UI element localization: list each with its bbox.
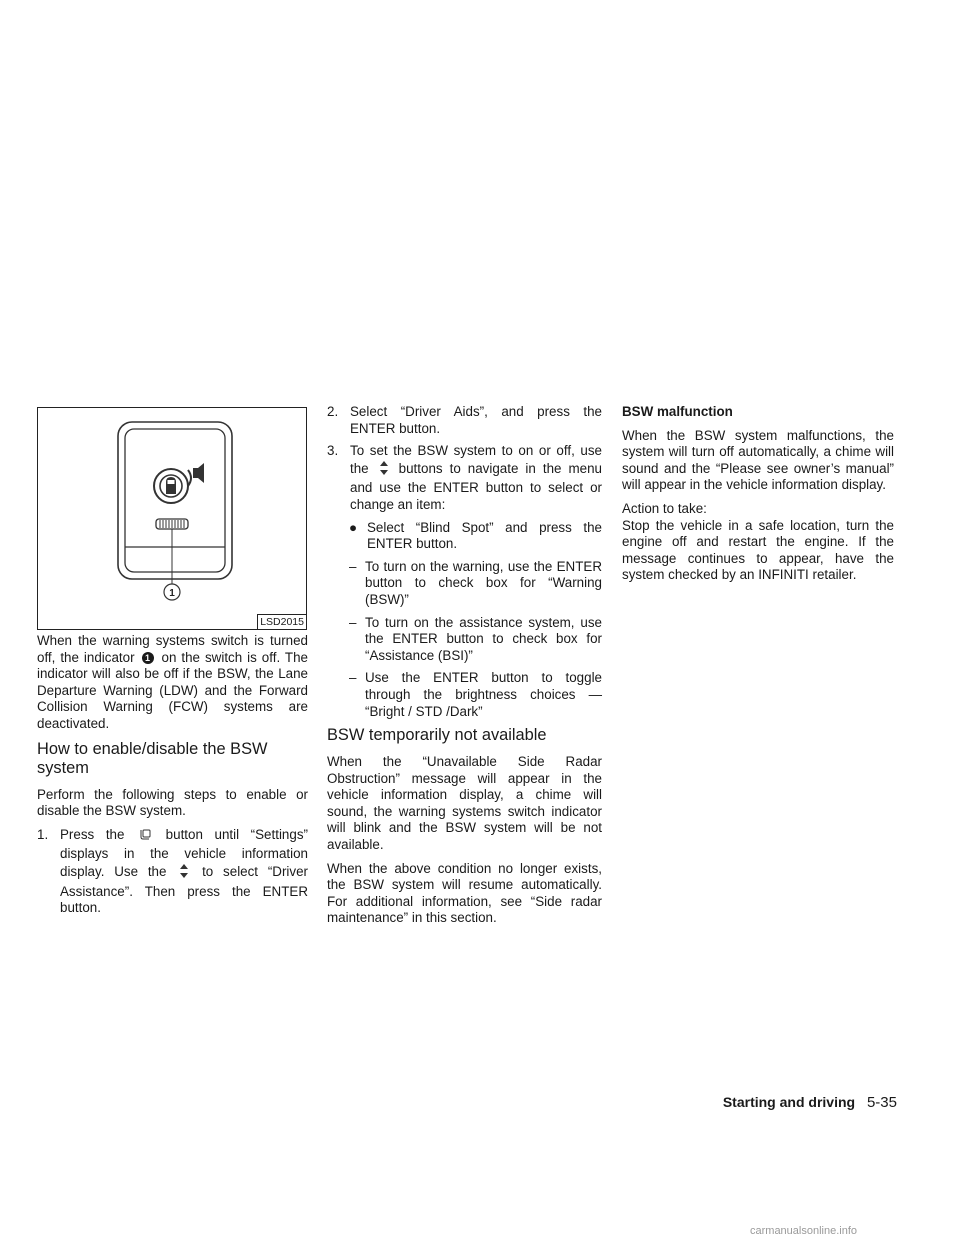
step-number: 3.	[327, 443, 339, 459]
column-2	[327, 404, 602, 934]
figure-code: LSD2015	[257, 614, 306, 629]
text: Stop the vehicle in a safe location, turn the engine off and restart the engine. If the message continues to appear, have the system checked by an INFINITI retailer.	[622, 517, 894, 583]
step-1	[37, 827, 308, 917]
dash-marker: –	[349, 614, 357, 630]
subsection-heading: BSW malfunction	[622, 404, 733, 419]
dash-marker: –	[349, 670, 357, 686]
text: When the warning systems switch is turned off, the indicator	[37, 633, 308, 665]
column-1	[37, 633, 308, 923]
step-2	[327, 404, 602, 437]
dash-text: To turn on the assistance system, use the ENTER button to check box for “Assistance (BSI)”	[365, 614, 602, 663]
up-down-arrows-icon	[378, 460, 390, 481]
callout-label: 1	[169, 588, 175, 599]
dash-item	[327, 559, 602, 609]
dash-text: Use the ENTER button to toggle through the brightness choices — “Bright / STD /Dark”	[365, 670, 602, 719]
bsw-switch-illustration	[38, 408, 306, 629]
dash-item	[327, 670, 602, 720]
paragraph	[622, 501, 894, 584]
paragraph	[37, 633, 308, 733]
indicator-light	[156, 519, 188, 529]
paragraph: When the above condition no longer exists, the BSW system will resume automatically. For additional information, see “Side radar maintenance” in this section.	[327, 860, 602, 926]
footer-section: Starting and driving	[722, 1094, 856, 1110]
step-number: 2.	[327, 404, 339, 419]
dash-item	[327, 615, 602, 665]
up-down-arrows-icon	[178, 863, 190, 884]
callout-marker: 1	[142, 652, 154, 664]
paragraph: When the “Unavailable Side Radar Obstruction” message will appear in the vehicle information display, a chime will sound, the warning systems switch indicator will blink and the BSW system will be not available.	[327, 754, 602, 853]
menu-button-icon	[138, 828, 152, 847]
step-number: 1.	[37, 826, 49, 842]
step-text: Press the button until “Settings” displays in the vehicle information display. Use the to select “Driver Assistance”. Then press the ENTER button.	[60, 826, 308, 916]
step-text: To set the BSW system to on or off, use the buttons to navigate in the menu and use the ENTER button to select or change an item:	[350, 443, 602, 512]
step-3	[327, 443, 602, 513]
bullet-item	[327, 520, 602, 553]
bsw-warning-icon	[154, 463, 204, 503]
column-3	[622, 404, 894, 591]
dash-marker: –	[349, 558, 357, 574]
watermark: carmanualsonline.info	[750, 1225, 858, 1237]
step-text: Select “Driver Aids”, and press the ENTER button.	[350, 404, 602, 436]
section-heading: How to enable/disable the BSW system	[37, 739, 268, 777]
bullet-text: Select “Blind Spot” and press the ENTER button.	[367, 519, 602, 552]
text: on the switch is off. The indicator will also be off if the BSW, the Lane Departure Warning (LDW) and the Forward Collision Warning (FCW) systems are deactivated.	[37, 649, 308, 731]
section-heading: BSW temporarily not available	[327, 726, 547, 745]
paragraph: When the BSW system malfunctions, the system will turn off automatically, a chime will sound and the “Please see owner’s manual” will appear in the vehicle information display.	[622, 427, 894, 493]
page-footer	[723, 1094, 897, 1111]
paragraph: Perform the following steps to enable or disable the BSW system.	[37, 786, 308, 819]
page-number: 5-35	[866, 1094, 897, 1111]
label: Action to take:	[622, 500, 707, 516]
dash-text: To turn on the warning, use the ENTER button to check box for “Warning (BSW)”	[365, 558, 602, 607]
bullet-icon: ●	[349, 519, 358, 535]
bsw-switch-figure	[37, 407, 307, 630]
